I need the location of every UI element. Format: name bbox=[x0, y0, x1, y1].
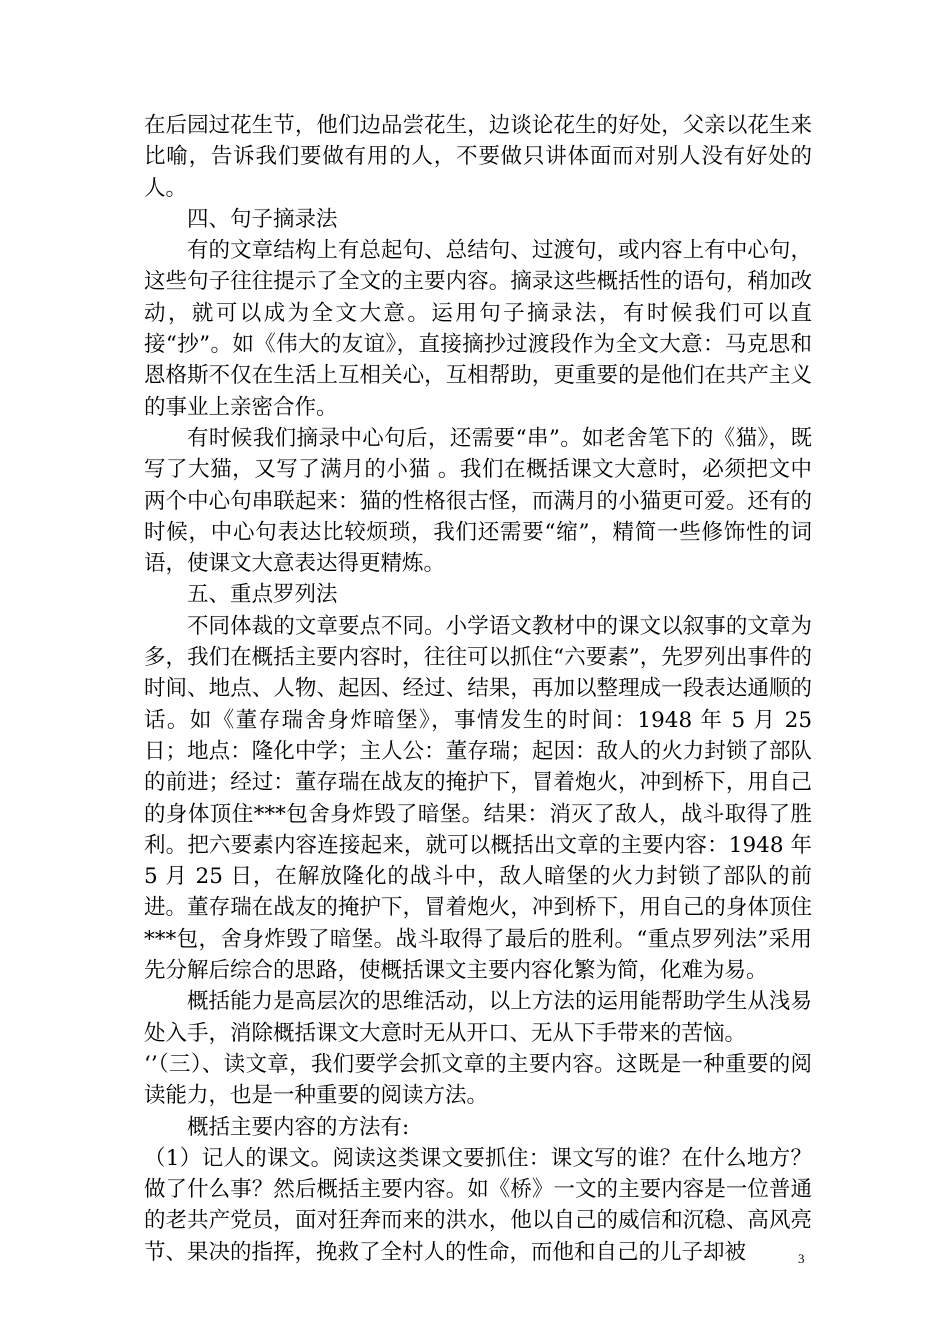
paragraph-section-three: ‘’（三）、读文章，我们要学会抓文章的主要内容。这既是一种重要的阅读能力，也是一种重要的阅读方法。 bbox=[144, 1051, 812, 1109]
paragraph-continuation: 在后园过花生节，他们边品尝花生，边谈论花生的好处，父亲以花生来比喻，告诉我们要做有用的人，不要做只讲体面而对别人没有好处的人。 bbox=[144, 113, 812, 201]
paragraph-summary-ability: 概括能力是高层次的思维活动，以上方法的运用能帮助学生从浅易处入手，消除概括课文大意时无从开口、无从下手带来的苦恼。 bbox=[144, 989, 812, 1046]
page-number: 3 bbox=[798, 1251, 805, 1266]
paragraph-method-one: （1）记人的课文。阅读这类课文要抓住：课文写的谁？在什么地方？做了什么事？然后概括主要内容。如《桥》一文的主要内容是一位普通的老共产党员，面对狂奔而来的洪水，他以自己的威信和沉稳、高风亮节、果决的指挥，挽救了全村人的性命，而他和自己的儿子却被 bbox=[144, 1145, 812, 1265]
paragraph-methods-intro: 概括主要内容的方法有: bbox=[187, 1114, 410, 1140]
section-heading-sentence-excerpt: 四、句子摘录法 bbox=[187, 206, 338, 232]
document-body bbox=[144, 110, 819, 1268]
paragraph-center-sentence: 有时候我们摘录中心句后，还需要“串”。如老舍笔下的《猫》，既写了大猫，又写了满月的小猫 。我们在概括课文大意时，必须把文中两个中心句串联起来：猫的性格很古怪，而满月的小猫更可爱。还有的时候，中心句表达比较烦琐，我们还需要“缩”，精简一些修饰性的词语，使课文大意表达得更精炼。 bbox=[144, 425, 812, 577]
paragraph-key-points: 不同体裁的文章要点不同。小学语文教材中的课文以叙事的文章为多，我们在概括主要内容时，往往可以抓住“六要素”，先罗列出事件的时间、地点、人物、起因、经过、结果，再加以整理成一段表达通顺的话。如《董存瑞舍身炸暗堡》，事情发生的时间：1948 年 5 月 25 日；地点：隆化中学；主人公：董存瑞；起因：敌人的火力封锁了部队的前进；经过：董存瑞在战友的掩护下，冒着炮火，冲到桥下，用自己的身体顶住***包舍身炸毁了暗堡。结果：消灭了敌人，战斗取得了胜利。把六要素内容连接起来，就可以概括出文章的主要内容：1948 年 5 月 25 日，在解放隆化的战斗中，敌人暗堡的火力封锁了部队的前进。董存瑞在战友的掩护下，冒着炮火，冲到桥下，用自己的身体顶住***包，舍身炸毁了暗堡。战斗取得了最后的胜利。“重点罗列法”采用先分解后综合的思路，使概括课文主要内容化繁为简，化难为易。 bbox=[144, 613, 819, 984]
paragraph-sentence-excerpt: 有的文章结构上有总起句、总结句、过渡句，或内容上有中心句，这些句子往往提示了全文的主要内容。摘录这些概括性的语句，稍加改动，就可以成为全文大意。运用句子摘录法，有时候我们可以直接“抄”。如《伟大的友谊》，直接摘抄过渡段作为全文大意：马克思和恩格斯不仅在生活上互相关心，互相帮助，更重要的是他们在共产主义的事业上亲密合作。 bbox=[144, 238, 812, 420]
section-heading-key-points: 五、重点罗列法 bbox=[187, 582, 338, 608]
